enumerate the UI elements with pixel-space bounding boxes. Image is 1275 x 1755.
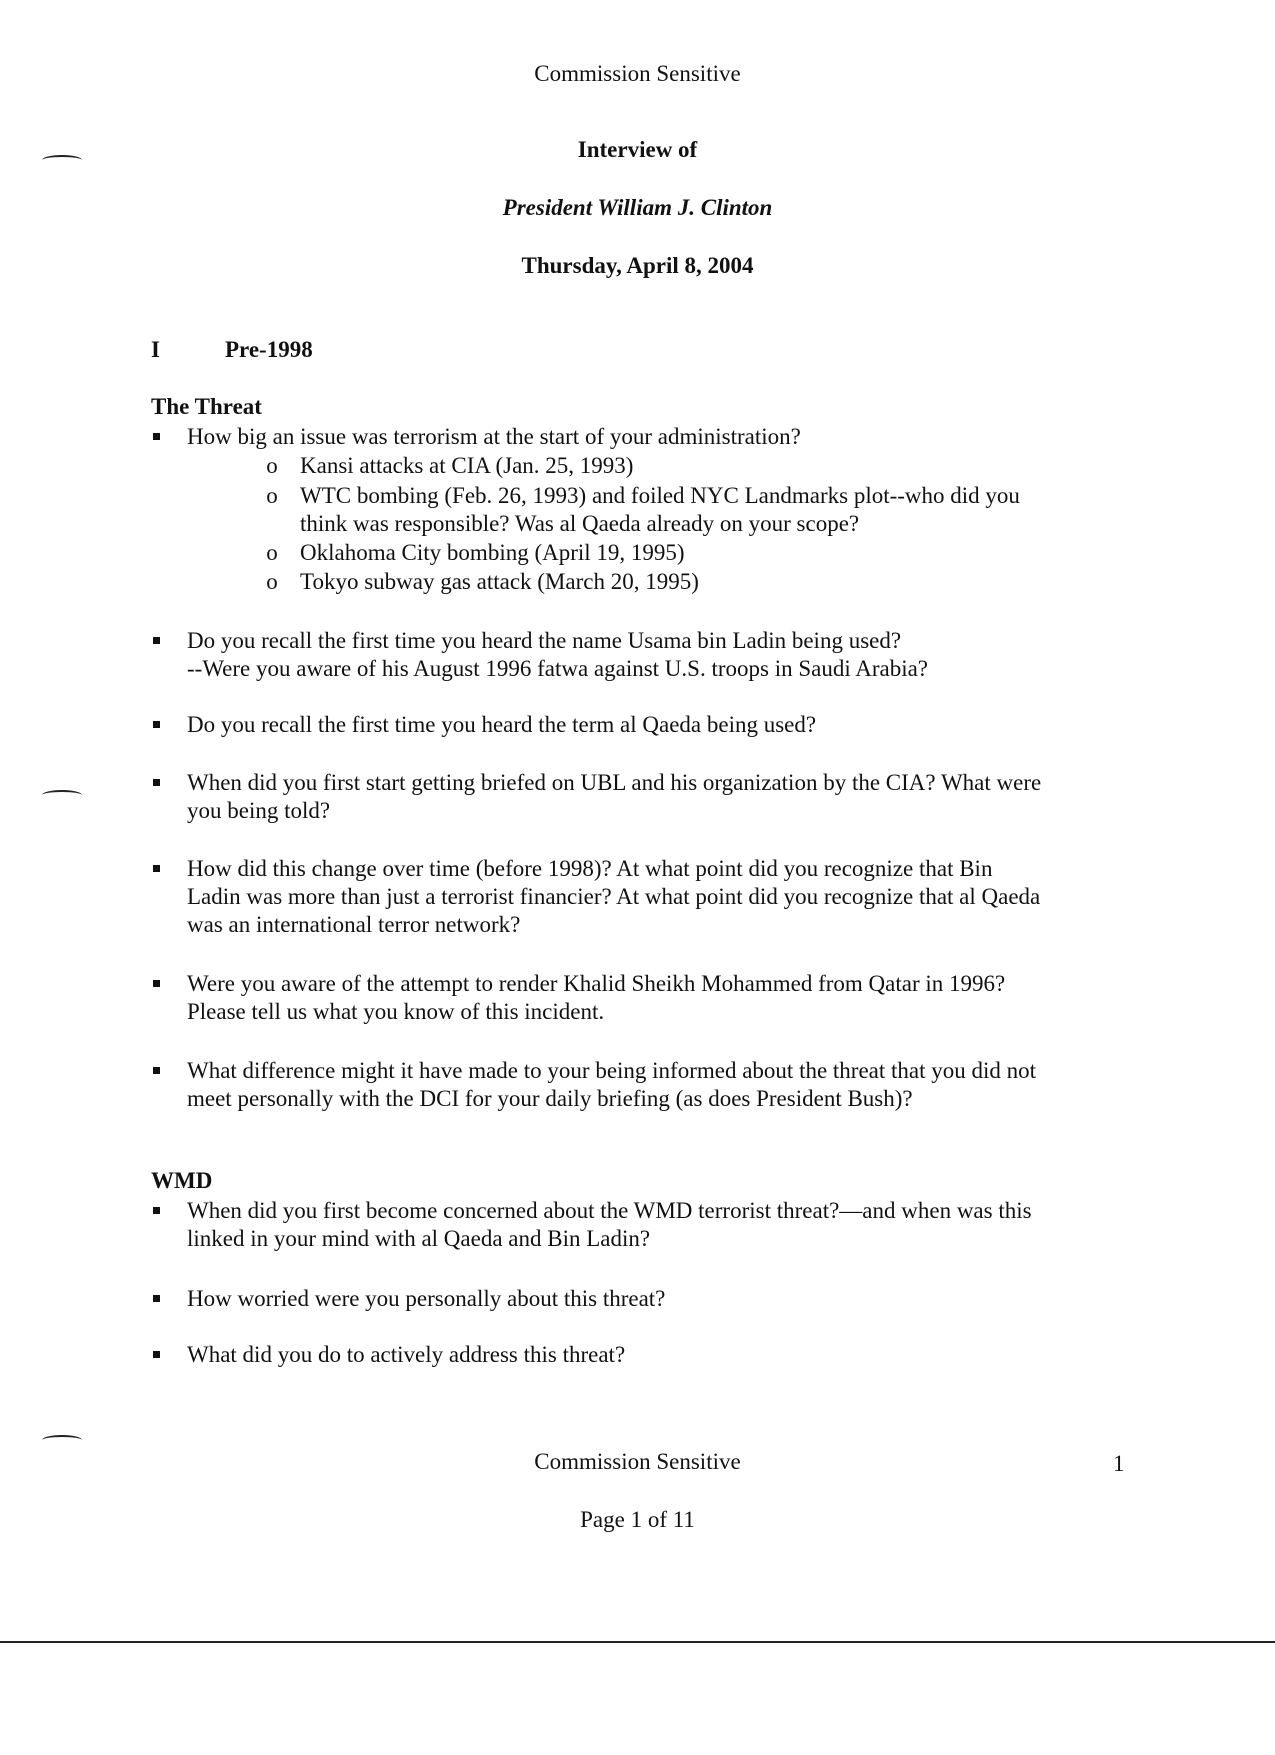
sub-item-line: WTC bombing (Feb. 26, 1993) and foiled NYC Landmarks plot--who did you — [300, 483, 1020, 508]
threat-question-2 — [150, 627, 1140, 683]
page-of-count: Page 1 of 11 — [580, 1507, 695, 1532]
question-line: Ladin was more than just a terrorist financier? At what point did you recognize that al Qaeda — [187, 884, 1041, 909]
header-classification: Commission Sensitive — [534, 61, 741, 86]
question-line: When did you first become concerned about the WMD terrorist threat?—and when was this — [187, 1198, 1032, 1223]
question-line: --Were you aware of his August 1996 fatwa against U.S. troops in Saudi Arabia? — [187, 656, 929, 681]
interview-date: Thursday, April 8, 2004 — [521, 253, 754, 278]
bullet-square-icon — [153, 1351, 160, 1358]
sub-item-line: think was responsible? Was al Qaeda already on your scope? — [300, 511, 860, 536]
document-title: Interview of — [577, 137, 698, 162]
question-line: Were you aware of the attempt to render Khalid Sheikh Mohammed from Qatar in 1996? — [187, 971, 1006, 996]
question-line: How worried were you personally about this threat? — [187, 1286, 666, 1311]
sub-item-line: Oklahoma City bombing (April 19, 1995) — [300, 540, 685, 565]
wmd-question-2 — [150, 1285, 1140, 1313]
threat-heading: The Threat — [151, 394, 262, 419]
bullet-square-icon — [153, 865, 160, 872]
circle-bullet-icon: o — [266, 483, 278, 508]
question-line: Please tell us what you know of this incident. — [187, 999, 605, 1024]
threat-question-5 — [150, 855, 1140, 939]
sub-item — [262, 568, 1142, 596]
wmd-heading: WMD — [151, 1168, 213, 1193]
circle-bullet-icon: o — [266, 540, 278, 565]
page-number: 1 — [1113, 1451, 1125, 1476]
circle-bullet-icon: o — [266, 569, 278, 594]
question-line: What difference might it have made to your being informed about the threat that you did not — [187, 1058, 1037, 1083]
circle-bullet-icon: o — [266, 453, 278, 478]
scan-edge-rule — [0, 1641, 1275, 1643]
section-title: Pre-1998 — [225, 337, 313, 362]
wmd-question-1 — [150, 1197, 1140, 1253]
bullet-square-icon — [153, 637, 160, 644]
bullet-square-icon — [153, 1207, 160, 1214]
punch-mark — [42, 790, 82, 800]
bullet-square-icon — [153, 779, 160, 786]
threat-question-6 — [150, 970, 1140, 1026]
question-line: you being told? — [187, 798, 331, 823]
bullet-square-icon — [153, 433, 160, 440]
sub-item-line: Tokyo subway gas attack (March 20, 1995) — [300, 569, 699, 594]
bullet-square-icon — [153, 980, 160, 987]
sub-item — [262, 539, 1142, 567]
question-line: Do you recall the first time you heard the name Usama bin Ladin being used? — [187, 628, 902, 653]
question-line: Do you recall the first time you heard the term al Qaeda being used? — [187, 712, 817, 737]
sub-item-line: Kansi attacks at CIA (Jan. 25, 1993) — [300, 453, 634, 478]
bullet-square-icon — [153, 1295, 160, 1302]
wmd-question-3 — [150, 1341, 1140, 1369]
section-numeral: I — [151, 337, 160, 362]
threat-question-7 — [150, 1057, 1140, 1113]
footer-classification: Commission Sensitive — [534, 1449, 741, 1474]
punch-mark — [42, 155, 82, 165]
threat-question-1 — [150, 423, 1140, 451]
bullet-square-icon — [153, 1067, 160, 1074]
question-line: What did you do to actively address this threat? — [187, 1342, 626, 1367]
punch-mark — [42, 1435, 82, 1445]
sub-item — [262, 482, 1142, 538]
interview-subject: President William J. Clinton — [502, 195, 773, 220]
question-line: was an international terror network? — [187, 912, 521, 937]
sub-item — [262, 452, 1142, 480]
threat-question-4 — [150, 769, 1140, 825]
threat-question-3 — [150, 711, 1140, 739]
question-line: meet personally with the DCI for your daily briefing (as does President Bush)? — [187, 1086, 913, 1111]
question-line: linked in your mind with al Qaeda and Bin Ladin? — [187, 1226, 651, 1251]
question-line: How big an issue was terrorism at the start of your administration? — [187, 424, 801, 449]
bullet-square-icon — [153, 721, 160, 728]
question-line: How did this change over time (before 1998)? At what point did you recognize that Bin — [187, 856, 993, 881]
question-line: When did you first start getting briefed on UBL and his organization by the CIA? What were — [187, 770, 1042, 795]
